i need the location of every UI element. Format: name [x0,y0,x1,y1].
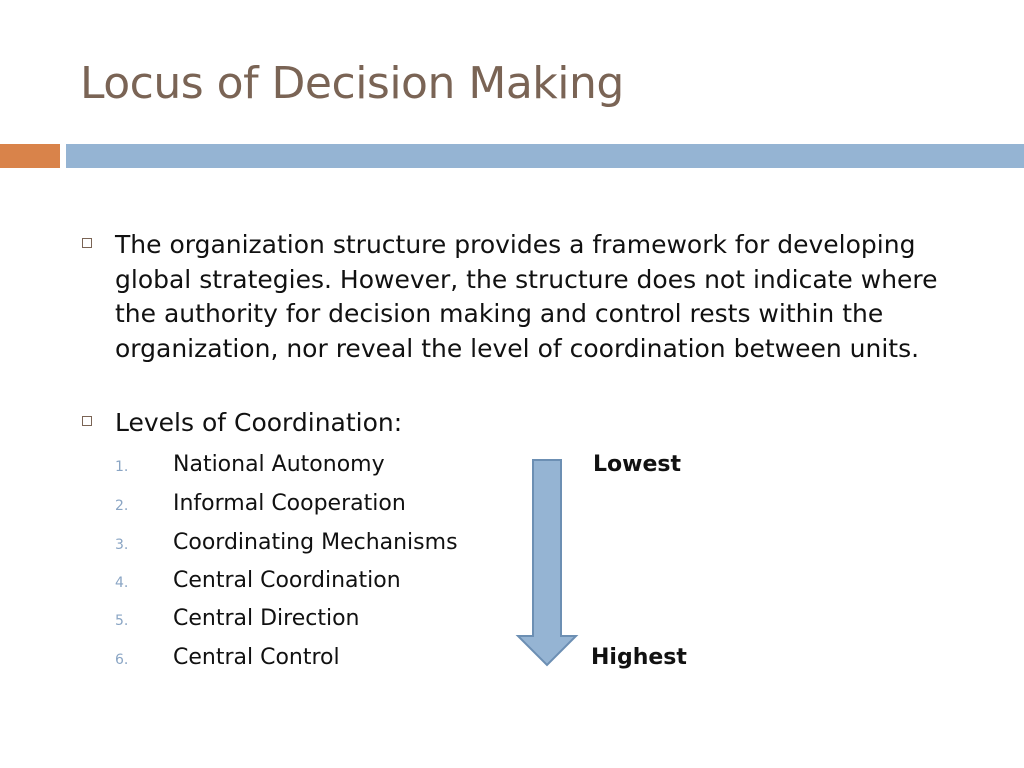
list-item-label: Central Control [173,645,340,670]
bullet-paragraph-levels [82,406,952,441]
down-arrow-icon [515,458,579,668]
list-item-label: Informal Cooperation [173,491,406,516]
list-item-number: 4. [115,575,129,591]
list-item-number: 1. [115,459,129,475]
scale-label-highest: Highest [591,645,687,670]
scale-label-lowest: Lowest [593,452,681,477]
bullet-paragraph-structure [82,228,952,366]
list-item-label: Central Direction [173,606,360,631]
square-bullet-icon [82,238,92,248]
bullet-text: Levels of Coordination: [115,408,403,437]
bullet-text: The organization structure provides a framework for developing global strategies. However, the structure does not indicate where the authority for decision making and control rests within the organization, nor reveal the level of coordination between units. [115,230,938,363]
slide-title: Locus of Decision Making [80,58,624,109]
list-item-number: 2. [115,498,129,514]
accent-bar-blue [66,144,1024,168]
list-item-label: Central Coordination [173,568,401,593]
arrow-shape [518,460,576,665]
list-item-label: National Autonomy [173,452,385,477]
list-item-label: Coordinating Mechanisms [173,530,458,555]
list-item-number: 5. [115,613,129,629]
list-item-number: 6. [115,652,129,668]
square-bullet-icon [82,416,92,426]
accent-bar-orange [0,144,60,168]
list-item-number: 3. [115,537,129,553]
